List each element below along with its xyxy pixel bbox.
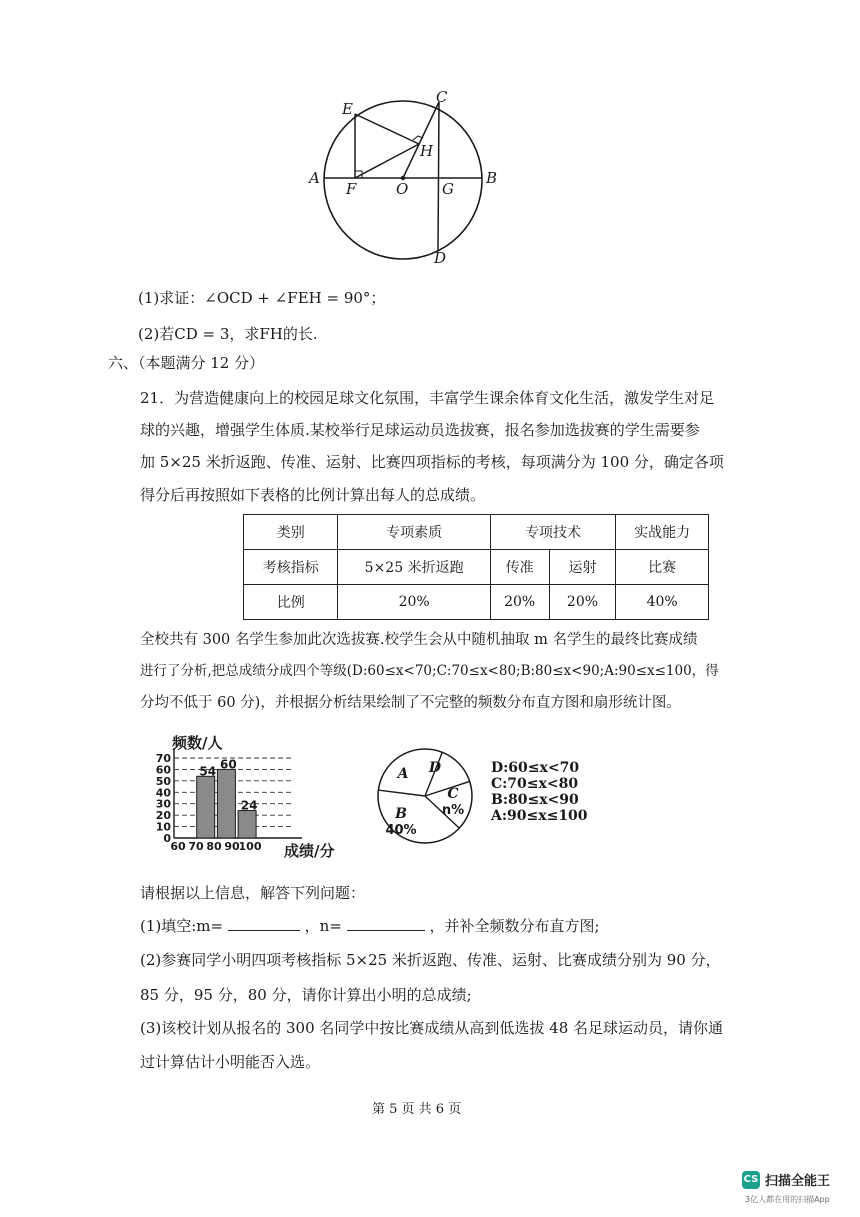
pie-slice-divider — [378, 790, 425, 796]
label-d: D — [434, 249, 447, 267]
histogram-x-label: 成绩/分 — [284, 842, 335, 860]
table-cell: 5×25 米折返跑 — [338, 550, 490, 585]
pie-legend-item: B:80≤x<90 — [491, 792, 579, 808]
table-row — [244, 585, 709, 620]
y-tick-label: 50 — [155, 774, 171, 788]
circle-geometry-figure — [300, 88, 510, 268]
label-o: O — [396, 180, 409, 198]
scanner-watermark — [742, 1170, 830, 1189]
scanner-app-name: 扫描全能王 — [765, 1174, 831, 1189]
q21-after-line-3: 分均不低于 60 分)，并根据分析结果绘制了不完整的频数分布直方图和扇形统计图。 — [140, 695, 681, 711]
label-b: B — [486, 169, 498, 187]
page-footer: 第 5 页 共 6 页 — [372, 1102, 462, 1117]
table-cell: 比例 — [244, 585, 338, 620]
pie-legend-item: A:90≤x≤100 — [491, 808, 588, 824]
n-answer-blank[interactable] — [347, 916, 425, 931]
table-row — [244, 515, 709, 550]
q20-part2: (2)若CD = 3，求FH的长. — [138, 325, 318, 343]
pie-slice-label: D — [428, 760, 442, 776]
y-tick-label: 40 — [155, 786, 171, 800]
pie-slice-value: n% — [441, 803, 465, 818]
pie-slice-label: C — [447, 786, 459, 802]
x-tick-label: 90 — [224, 840, 240, 853]
q21-after-line-2: 进行了分析,把总成绩分成四个等级(D:60≤x<70;C:70≤x<80;B:80≤x<90;A:90≤x≤100，得 — [140, 663, 719, 679]
q21-question-2-line-2: 85 分，95 分，80 分，请你计算出小明的总成绩; — [140, 986, 472, 1004]
y-tick-label: 60 — [155, 763, 171, 777]
bar-data-label: 54 — [199, 764, 217, 779]
pie-legend-item: C:70≤x<80 — [491, 776, 579, 792]
q21-question-3-line-2: 过计算估计小明能否入选。 — [140, 1053, 321, 1071]
q21-intro-line-2: 球的兴趣，增强学生体质.某校举行足球运动员选拔赛，报名参加选拔赛的学生需要参 — [140, 421, 700, 439]
y-tick-label: 0 — [163, 832, 171, 845]
pie-legend-item: D:60≤x<70 — [491, 760, 580, 776]
bar-data-label: 60 — [220, 757, 237, 772]
section-6-heading: 六、（本题满分 12 分） — [108, 354, 265, 372]
table-cell: 40% — [616, 585, 709, 620]
label-g: G — [442, 180, 454, 198]
histogram-bar — [238, 811, 256, 838]
y-tick-label: 70 — [155, 752, 171, 765]
q21-intro-line-1: 21．为营造健康向上的校园足球文化氛围，丰富学生课余体育文化生活，激发学生对足 — [140, 389, 715, 407]
q1-suffix: ，并补全频数分布直方图; — [429, 917, 600, 935]
q1-mid: ，n= — [304, 917, 342, 935]
camscanner-logo-icon: CS — [742, 1171, 760, 1189]
x-tick-label: 80 — [206, 840, 222, 853]
table-cell: 专项素质 — [338, 515, 490, 550]
table-cell: 专项技术 — [490, 515, 616, 550]
table-cell: 类别 — [244, 515, 338, 550]
table-cell: 20% — [338, 585, 490, 620]
frequency-histogram — [138, 728, 358, 863]
histogram-y-label: 频数/人 — [172, 734, 223, 752]
q21-question-2-line-1: (2)参赛同学小明四项考核指标 5×25 米折返跑、传准、运射、比赛成绩分别为 90 分， — [140, 951, 721, 969]
chord-cd — [438, 102, 439, 251]
label-c: C — [436, 88, 448, 106]
label-a: A — [309, 169, 320, 187]
table-cell: 20% — [549, 585, 616, 620]
table-cell: 实战能力 — [616, 515, 709, 550]
pie-slice-label: A — [397, 766, 409, 782]
histogram-bar — [217, 769, 235, 838]
table-cell: 20% — [490, 585, 549, 620]
label-f: F — [346, 180, 357, 198]
pie-slice-value: 40% — [385, 823, 417, 838]
pie-slice-label: B — [395, 806, 407, 822]
table-row — [244, 550, 709, 585]
x-tick-label: 60 — [170, 840, 186, 853]
q1-prefix: (1)填空:m= — [140, 917, 224, 935]
q20-part1: (1)求证：∠OCD + ∠FEH = 90°； — [138, 289, 386, 307]
pie-chart — [365, 748, 610, 848]
questions-intro: 请根据以上信息，解答下列问题： — [140, 884, 366, 902]
q21-question-3-line-1: (3)该校计划从报名的 300 名同学中按比赛成绩从高到低选拔 48 名足球运动员，请你通 — [140, 1019, 724, 1037]
bar-data-label: 24 — [240, 798, 258, 813]
label-e: E — [342, 100, 353, 118]
q21-intro-line-4: 得分后再按照如下表格的比例计算出每人的总成绩。 — [140, 486, 486, 504]
q21-question-1 — [140, 916, 600, 936]
x-tick-label: 70 — [188, 840, 204, 853]
x-tick-label: 100 — [238, 840, 262, 853]
table-cell: 考核指标 — [244, 550, 338, 585]
m-answer-blank[interactable] — [228, 916, 300, 931]
table-cell: 比赛 — [616, 550, 709, 585]
y-tick-label: 30 — [155, 797, 171, 811]
y-tick-label: 10 — [155, 820, 171, 834]
segment-eh — [355, 114, 419, 144]
label-h: H — [420, 142, 434, 160]
ratio-table — [243, 514, 709, 620]
histogram-bar — [197, 776, 215, 838]
table-cell: 传准 — [490, 550, 549, 585]
y-tick-label: 20 — [155, 809, 171, 823]
q21-intro-line-3: 加 5×25 米折返跑、传准、运射、比赛四项指标的考核，每项满分为 100 分，确定各项 — [140, 453, 724, 471]
scanner-tagline: 3亿人都在用的扫描App — [745, 1195, 830, 1204]
segment-fh — [355, 144, 419, 178]
q21-after-line-1: 全校共有 300 名学生参加此次选拔赛.校学生会从中随机抽取 m 名学生的最终比赛成绩 — [140, 632, 698, 648]
segment-oc — [403, 102, 439, 178]
table-cell: 运射 — [549, 550, 616, 585]
